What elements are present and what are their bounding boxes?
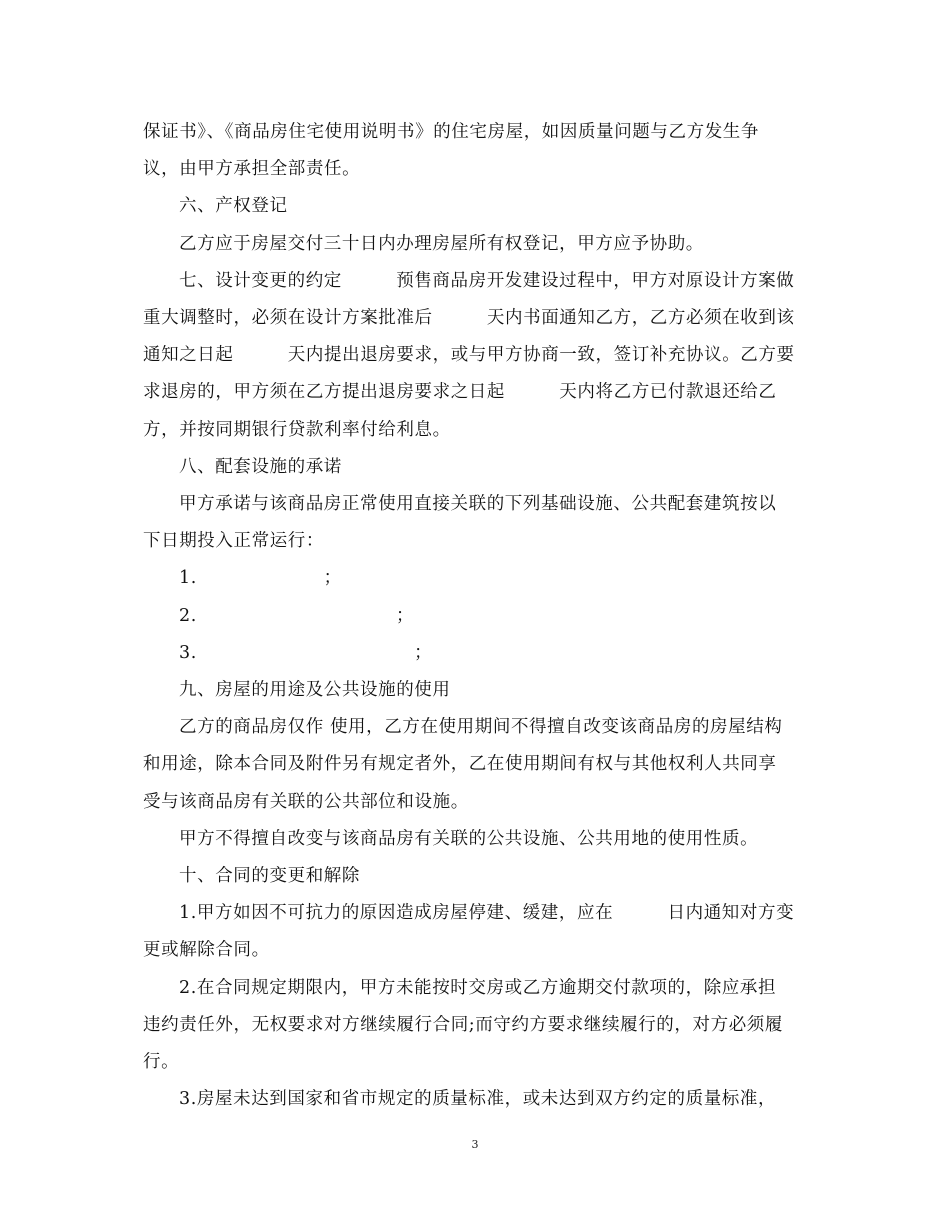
text-line: 甲方不得擅自改变与该商品房有关联的公共设施、公共用地的使用性质。 [179,828,759,849]
text-line: 重大调整时，必须在设计方案批准后 天内书面通知乙方，乙方必须在收到该 [143,308,795,329]
text-line: 保证书》、《商品房住宅使用说明书》的住宅房屋，如因质量问题与乙方发生争 [143,122,759,142]
text-line: 下日期投入正常运行： [143,531,324,552]
contract-body [143,114,807,1118]
text-line: 2.在合同规定期限内，甲方未能按时交房或乙方逾期交付款项的，除应承担 [179,977,777,998]
section-heading-design-change: 七、设计变更的约定 预售商品房开发建设过程中，甲方对原设计方案做 [179,270,795,291]
text-line: 乙方的商品房仅作 使用，乙方在使用期间不得擅自改变该商品房的房屋结构 [179,717,783,738]
text-line: 3.房屋未达到国家和省市规定的质量标准，或未达到双方约定的质量标准， [179,1089,777,1110]
section-heading-contract-change: 十、合同的变更和解除 [179,866,360,887]
section-heading-property-registration: 六、产权登记 [179,196,288,217]
page-number: 3 [471,1138,479,1151]
list-item: 1. ； [179,568,342,589]
text-line: 通知之日起 天内提出退房要求，或与甲方协商一致，签订补充协议。乙方要 [143,345,795,366]
text-line: 行。 [143,1052,180,1073]
text-line: 甲方承诺与该商品房正常使用直接关联的下列基础设施、公共配套建筑按以 [179,494,777,515]
text-line: 乙方应于房屋交付三十日内办理房屋所有权登记，甲方应予协助。 [179,233,704,254]
text-line: 和用途，除本合同及附件另有规定者外，乙在使用期间有权与其他权利人共同享 [143,754,777,775]
text-line: 方，并按同期银行贷款利率付给利息。 [143,419,451,440]
list-item: 3. ； [179,642,433,663]
text-line: 议，由甲方承担全部责任。 [143,159,361,180]
list-item: 2. ； [179,605,415,626]
section-heading-usage: 九、房屋的用途及公共设施的使用 [179,680,451,701]
text-line: 受与该商品房有关联的公共部位和设施。 [143,791,469,812]
section-heading-facilities: 八、配套设施的承诺 [179,456,342,477]
text-line: 更或解除合同。 [143,940,270,961]
text-line: 1.甲方如因不可抗力的原因造成房屋停建、缓建，应在 日内通知对方变 [179,903,795,924]
text-line: 求退房的，甲方须在乙方提出退房要求之日起 天内将乙方已付款退还给乙 [143,382,777,403]
text-line: 违约责任外，无权要求对方继续履行合同;而守约方要求继续履行的，对方必须履 [143,1014,783,1035]
